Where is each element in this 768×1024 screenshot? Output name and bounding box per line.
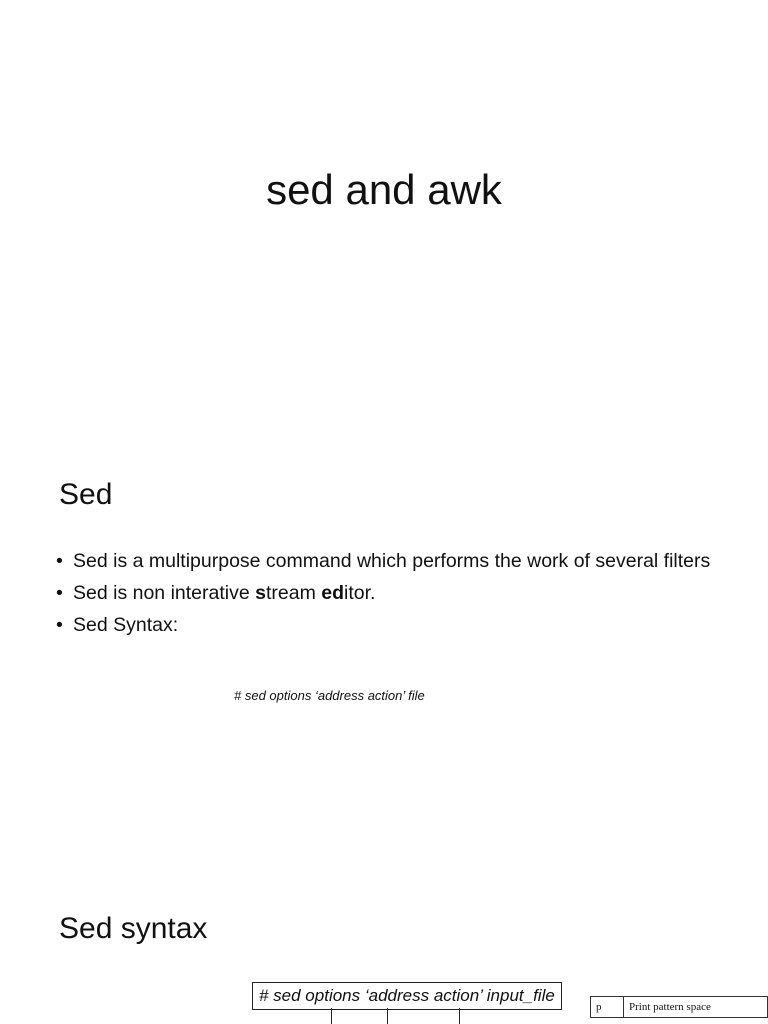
- bullet-text: itor.: [344, 582, 376, 604]
- bullet-item: [56, 581, 716, 605]
- sed-slide: [0, 450, 768, 860]
- presentation-title: sed and awk: [266, 166, 502, 213]
- bullet-text: Sed is non interative: [73, 582, 256, 604]
- syntax-example: # sed options ‘address action’ file: [234, 688, 425, 703]
- diagram-connector-line: [387, 1008, 388, 1024]
- bullet-text-bold: s: [255, 582, 266, 604]
- command-description: Print pattern space: [624, 997, 768, 1018]
- diagram-connector-line: [331, 1008, 332, 1024]
- syntax-diagram-box: # sed options ‘address action’ input_file: [252, 982, 562, 1010]
- command-key: p: [591, 997, 624, 1018]
- bullet-text-bold: ed: [321, 582, 344, 604]
- bullet-dot-icon: •: [56, 550, 63, 572]
- bullet-text: Sed is a multipurpose command which performs the work of several filters: [73, 550, 711, 572]
- bullet-dot-icon: •: [56, 582, 63, 604]
- sed-syntax-slide: [0, 880, 768, 1024]
- title-slide: [0, 0, 768, 420]
- bullet-text: tream: [265, 582, 322, 604]
- bullet-list: [56, 549, 716, 645]
- bullet-item: [56, 613, 716, 637]
- command-table: [590, 996, 768, 1018]
- bullet-item: [56, 549, 716, 573]
- bullet-text: Sed Syntax:: [73, 614, 179, 636]
- bullet-dot-icon: •: [56, 614, 63, 636]
- diagram-connector-line: [459, 1008, 460, 1024]
- slide-heading: Sed: [59, 478, 113, 511]
- slide-heading: Sed syntax: [59, 912, 208, 945]
- table-row: [591, 997, 768, 1018]
